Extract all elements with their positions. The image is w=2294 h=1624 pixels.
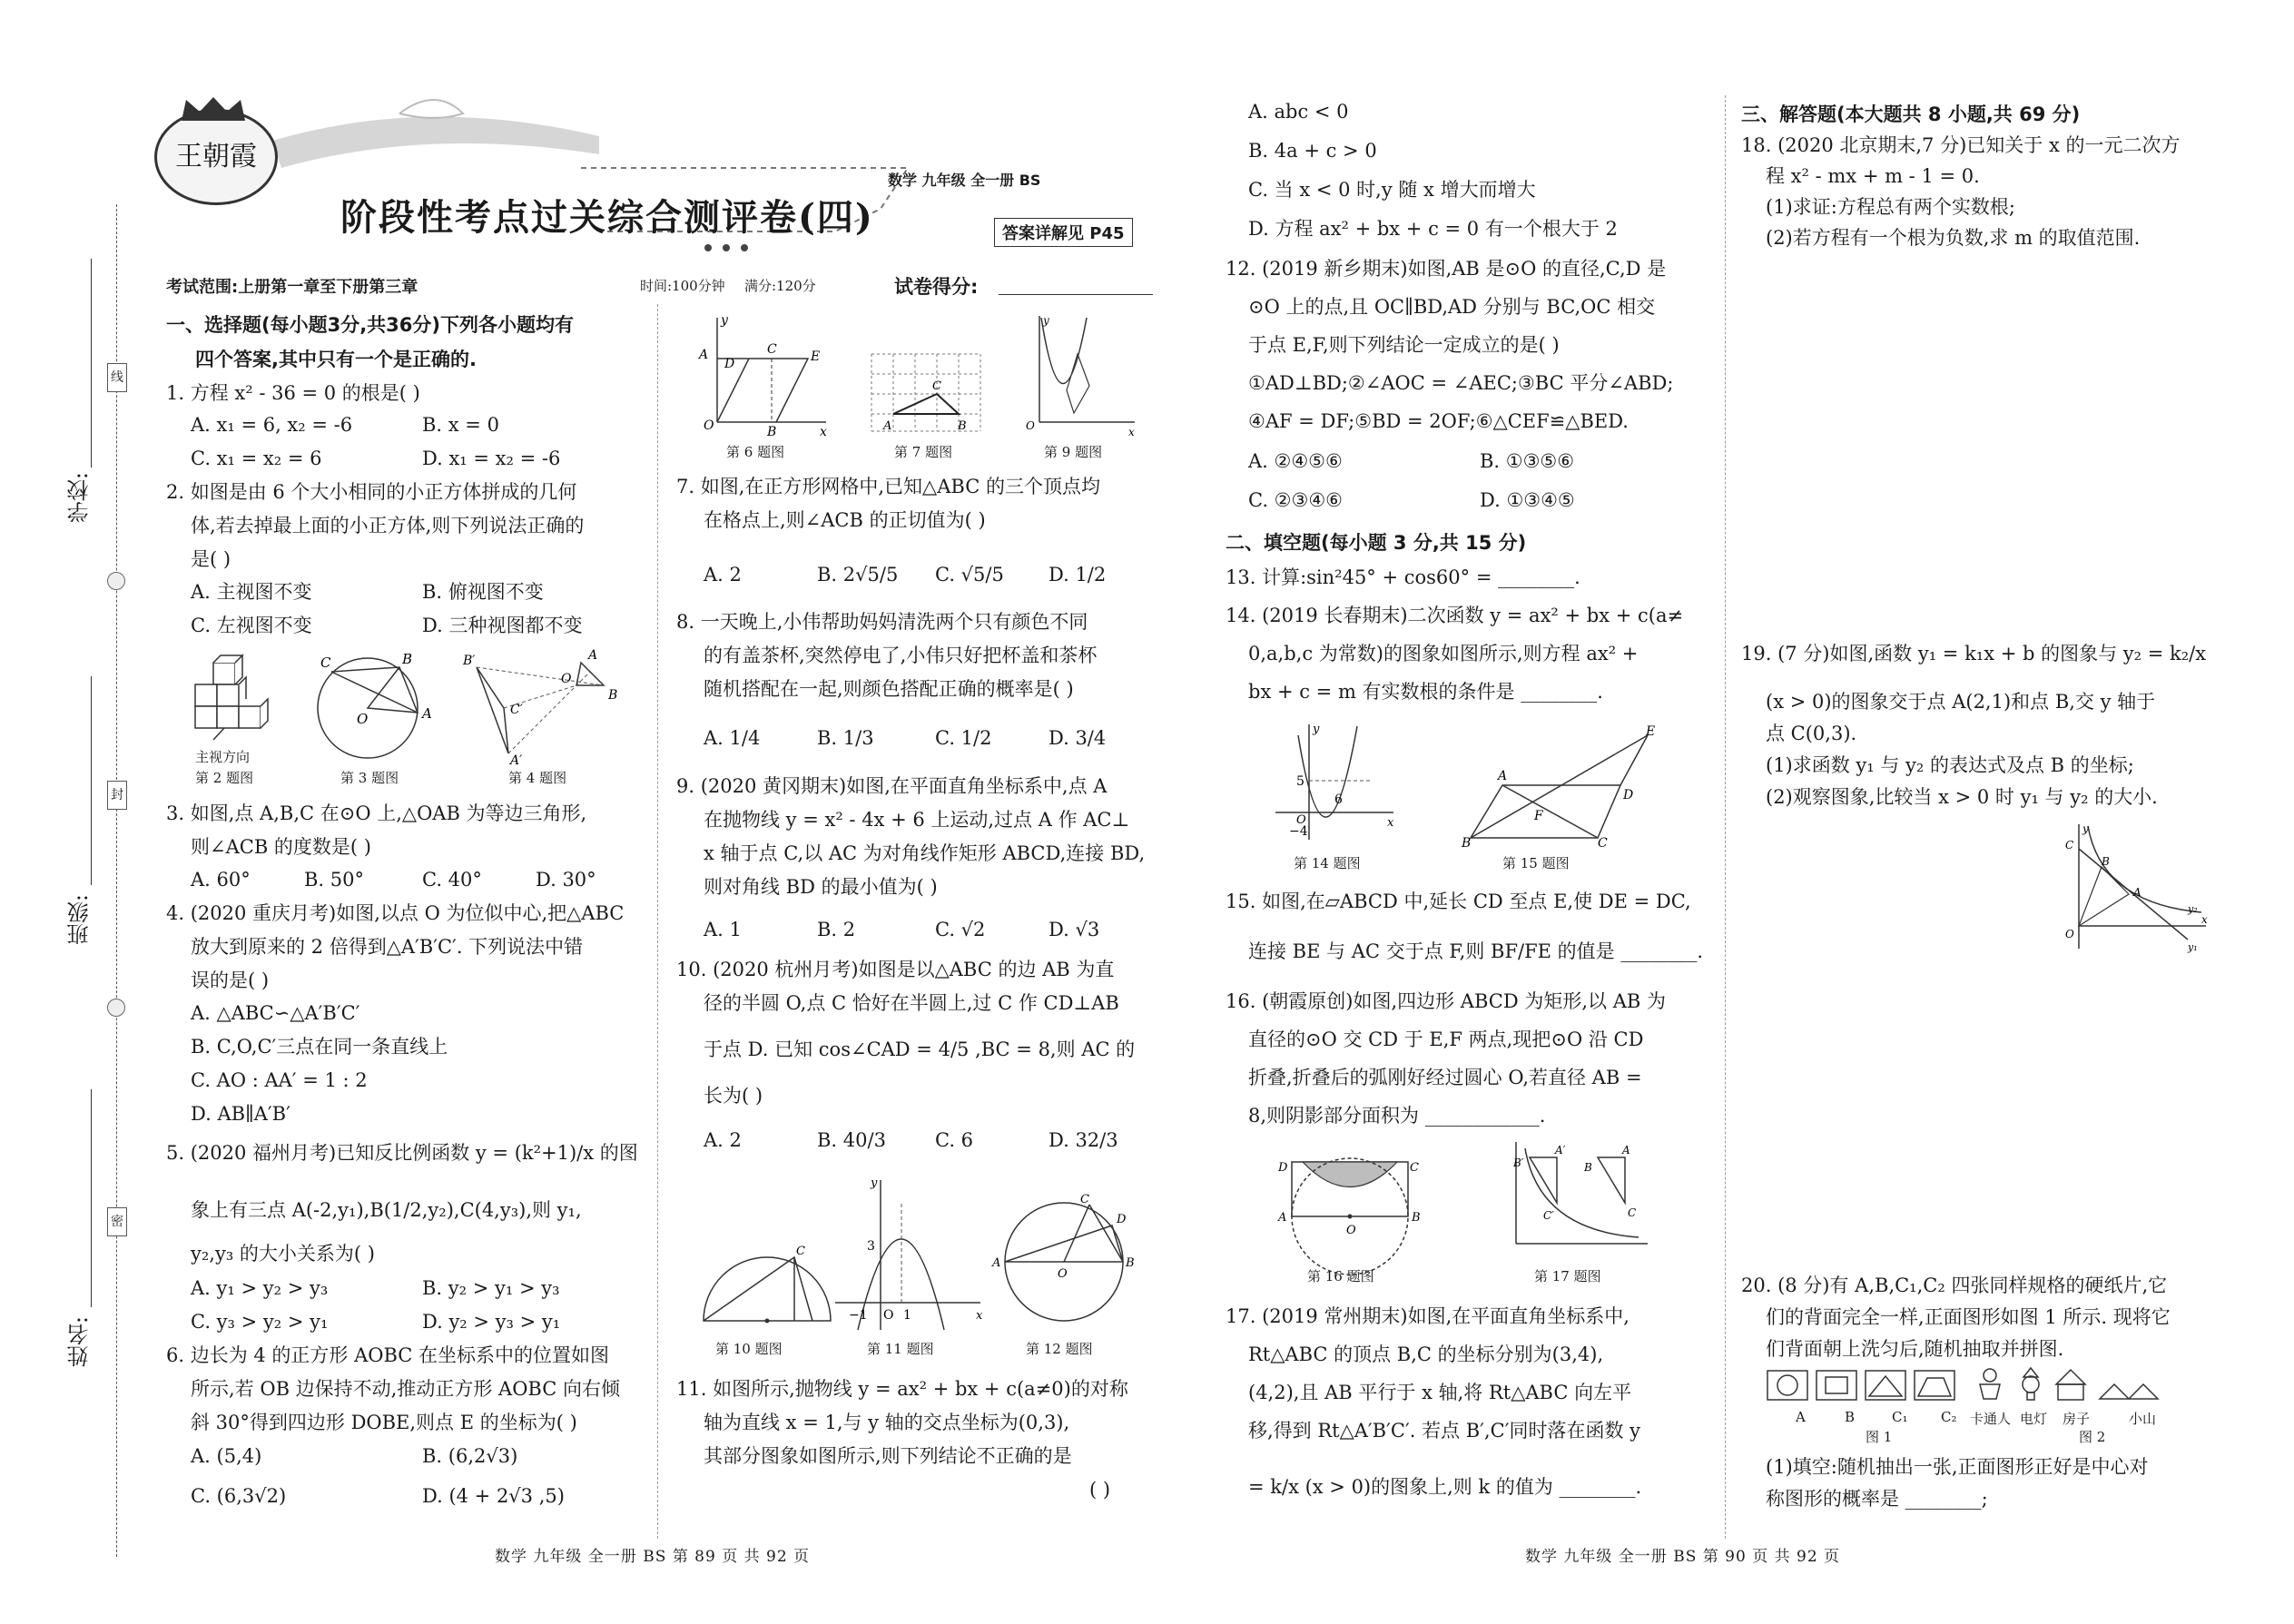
q7-option-a[interactable]: A. 2: [704, 564, 742, 586]
svg-text:x: x: [820, 425, 827, 439]
svg-text:B: B: [1126, 1256, 1135, 1270]
q16-line4: 8,则阴影部分面积为 ____________.: [1248, 1105, 1546, 1127]
q4-line3: 误的是( ): [191, 969, 270, 991]
subject-tag: 数学 九年级 全一册 BS: [888, 172, 1041, 189]
fig-q9-caption: 第 9 题图: [1044, 444, 1103, 460]
q4-option-d[interactable]: D. AB∥A′B′: [191, 1103, 290, 1125]
school-label: 学校:: [67, 472, 93, 524]
q4-line2: 放大到原来的 2 倍得到△A′B′C′. 下列说法中错: [191, 936, 584, 958]
svg-text:A: A: [588, 648, 598, 663]
q6-option-a[interactable]: A. (5,4): [191, 1445, 262, 1467]
fig-q20-cards: [1766, 1366, 2192, 1407]
fig-q15-parallelogram: [1462, 724, 1657, 851]
crown-icon: [177, 95, 250, 123]
fig-q4-caption: 第 4 题图: [508, 770, 567, 786]
svg-text:B′: B′: [463, 654, 476, 668]
q20-line5: 称图形的概率是 ________;: [1766, 1488, 1988, 1510]
q20-fig2-caption: 图 2: [2079, 1429, 2106, 1445]
q8-option-c[interactable]: C. 1/2: [935, 727, 992, 749]
svg-text:−1: −1: [849, 1308, 868, 1323]
svg-text:D: D: [1623, 788, 1634, 802]
svg-text:y₁: y₁: [2188, 941, 2198, 953]
fig-q17-caption: 第 17 题图: [1534, 1268, 1601, 1284]
q15-line2: 连接 BE 与 AC 交于点 F,则 BF/FE 的值是 ________.: [1248, 940, 1704, 962]
q5-option-c[interactable]: C. y₃ > y₂ > y₁: [191, 1311, 329, 1333]
name-line: [91, 1089, 92, 1307]
svg-text:C: C: [767, 342, 777, 357]
q10-option-c[interactable]: C. 6: [935, 1129, 974, 1151]
svg-text:D: D: [1117, 1213, 1127, 1226]
fig-q2-cubes: [186, 654, 277, 744]
binding-mark-1: 线: [107, 363, 127, 392]
q5-line2: 象上有三点 A(-2,y₁),B(1/2,y₂),C(4,y₃),则 y₁,: [191, 1199, 582, 1221]
q4-option-b[interactable]: B. C,O,C′三点在同一条直线上: [191, 1036, 448, 1058]
q20-pic-label-4: 小山: [2129, 1411, 2157, 1427]
q4-option-a[interactable]: A. △ABC∽△A′B′C′: [191, 1002, 360, 1024]
q12-option-b[interactable]: B. ①③⑤⑥: [1480, 450, 1575, 472]
q11-line4: ( ): [1089, 1479, 1111, 1501]
binding-hole-2: [107, 999, 125, 1017]
q19-line3: 点 C(0,3).: [1766, 723, 1857, 744]
q2-line1: 2. 如图是由 6 个大小相同的小正方体拼成的几何: [166, 481, 577, 503]
q10-option-a[interactable]: A. 2: [704, 1129, 742, 1151]
svg-text:O: O: [1026, 419, 1035, 432]
fig-q15-caption: 第 15 题图: [1502, 855, 1570, 871]
q6-line2: 所示,若 OB 边保持不动,推动正方形 AOBC 向右倾: [191, 1378, 620, 1400]
fig-q10-semicircle: [694, 1244, 840, 1330]
q5-option-d[interactable]: D. y₂ > y₃ > y₁: [422, 1311, 561, 1333]
column-divider-right: [1725, 95, 1726, 1539]
q17-line3: (4,2),且 AB 平行于 x 轴,将 Rt△ABC 向左平: [1248, 1382, 1632, 1403]
svg-text:A′: A′: [1555, 1144, 1566, 1156]
svg-text:C: C: [1598, 836, 1608, 851]
fig-q14-parabola: [1271, 722, 1398, 844]
fig-q2-view-label: 主视方向: [195, 749, 251, 765]
q3-option-b[interactable]: B. 50°: [304, 869, 365, 891]
binding-hole-1: [107, 572, 125, 590]
svg-text:C: C: [796, 1245, 805, 1258]
svg-text:C′: C′: [510, 703, 523, 717]
svg-text:x: x: [1128, 426, 1135, 438]
cut-line: [116, 204, 117, 1557]
q19-line1: 19. (7 分)如图,函数 y₁ = k₁x + b 的图象与 y₂ = k₂/x: [1741, 643, 2207, 664]
svg-text:C: C: [1410, 1161, 1419, 1175]
q8-option-a[interactable]: A. 1/4: [704, 727, 761, 749]
q2-option-d[interactable]: D. 三种视图都不变: [422, 615, 583, 636]
q3-option-d[interactable]: D. 30°: [536, 869, 596, 891]
q10-line2: 径的半圆 O,点 C 恰好在半圆上,过 C 作 CD⊥AB: [704, 992, 1119, 1014]
q11-line2: 轴为直线 x = 1,与 y 轴的交点坐标为(0,3),: [704, 1412, 1070, 1433]
fig-q12-circle: [989, 1194, 1139, 1330]
q17-line4: 移,得到 Rt△A′B′C′. 若点 B′,C′同时落在函数 y: [1248, 1420, 1640, 1442]
q11-option-d[interactable]: D. 方程 ax² + bx + c = 0 有一个根大于 2: [1248, 218, 1618, 240]
svg-text:x: x: [2201, 913, 2208, 926]
svg-text:x: x: [976, 1309, 983, 1323]
svg-text:A′: A′: [510, 753, 523, 768]
svg-text:B: B: [767, 425, 777, 439]
q12-line4: ①AD⊥BD;②∠AOC = ∠AEC;③BC 平分∠ABD;: [1248, 372, 1674, 394]
class-label: 班级:: [67, 894, 93, 946]
svg-text:O: O: [1296, 813, 1306, 827]
q1-option-b[interactable]: B. x = 0: [422, 414, 499, 436]
q20-line2: 们的背面完全一样,正面图形如图 1 所示. 现将它: [1766, 1306, 2171, 1328]
q2-option-a[interactable]: A. 主视图不变: [191, 581, 312, 603]
svg-text:O: O: [1058, 1267, 1068, 1281]
svg-text:O: O: [1346, 1224, 1356, 1237]
q16-line2: 直径的⊙O 交 CD 于 E,F 两点,现把⊙O 沿 CD: [1248, 1029, 1644, 1050]
q20-pic-label-2: 电灯: [2020, 1411, 2048, 1427]
svg-text:−4: −4: [1289, 824, 1308, 839]
fig-q16-caption: 第 16 题图: [1307, 1268, 1374, 1284]
svg-text:5: 5: [1296, 774, 1305, 789]
q18-line2: 程 x² - mx + m - 1 = 0.: [1766, 165, 1980, 187]
school-line: [91, 259, 92, 468]
svg-text:D: D: [1278, 1161, 1288, 1175]
svg-text:A: A: [1498, 769, 1508, 783]
q12-option-c[interactable]: C. ②③④⑥: [1248, 489, 1343, 511]
svg-text:y: y: [721, 313, 728, 328]
fig-q6-caption: 第 6 题图: [726, 444, 785, 460]
q20-card-label-a: A: [1796, 1409, 1806, 1425]
svg-text:F: F: [1534, 809, 1543, 823]
svg-text:O: O: [883, 1308, 894, 1323]
section2-title: 二、填空题(每小题 3 分,共 15 分): [1226, 532, 1527, 554]
q10-option-b[interactable]: B. 40/3: [817, 1129, 886, 1151]
svg-text:A: A: [1622, 1144, 1630, 1156]
svg-text:B: B: [958, 419, 967, 433]
q1-option-d[interactable]: D. x₁ = x₂ = -6: [422, 448, 561, 469]
q20-fig1-caption: 图 1: [1866, 1429, 1893, 1445]
fig-q11-caption: 第 11 题图: [867, 1341, 934, 1357]
q20-card-label-c1: C₁: [1892, 1409, 1908, 1425]
q11-line3: 其部分图象如图所示,则下列结论不正确的是: [704, 1445, 1072, 1467]
q11-option-a[interactable]: A. abc < 0: [1248, 101, 1349, 123]
q20-pic-label-1: 卡通人: [1970, 1411, 2012, 1427]
q13-line1: 13. 计算:sin²45° + cos60° = ________.: [1226, 566, 1580, 588]
fig-q9-parabola: [1021, 313, 1139, 436]
q14-line2: 0,a,b,c 为常数)的图象如图所示,则方程 ax² +: [1248, 643, 1639, 664]
q7-line1: 7. 如图,在正方形网格中,已知△ABC 的三个顶点均: [676, 476, 1100, 497]
binding-strip: [0, 0, 127, 1624]
q18-line3: (1)求证:方程总有两个实数根;: [1766, 196, 2015, 218]
exam-time: 时间:100分钟: [640, 278, 725, 294]
q9-line3: x 轴于点 C,以 AC 为对角线作矩形 ABCD,连接 BD,: [704, 842, 1146, 864]
q2-line2: 体,若去掉最上面的小正方体,则下列说法正确的: [191, 515, 585, 536]
svg-text:B: B: [608, 688, 618, 703]
svg-text:B: B: [1462, 836, 1472, 851]
q14-line3: bx + c = m 有实数根的条件是 ________.: [1248, 681, 1603, 703]
svg-text:x: x: [1387, 816, 1394, 830]
svg-text:D: D: [724, 357, 735, 371]
q5-option-a[interactable]: A. y₁ > y₂ > y₃: [191, 1277, 329, 1299]
fig-q14-caption: 第 14 题图: [1294, 855, 1361, 871]
q6-option-d[interactable]: D. (4 + 2√3 ,5): [422, 1485, 565, 1507]
q5-option-b[interactable]: B. y₂ > y₁ > y₃: [422, 1277, 560, 1299]
answer-ref: 答案详解见 P45: [994, 218, 1133, 247]
svg-text:A: A: [699, 348, 709, 362]
brand-logo: 王朝霞: [154, 109, 278, 205]
q7-line2: 在格点上,则∠ACB 的正切值为( ): [704, 509, 986, 531]
svg-text:A: A: [1278, 1211, 1287, 1225]
svg-text:A: A: [992, 1256, 1001, 1270]
svg-text:C: C: [320, 655, 331, 671]
exam-scope: 考试范围:上册第一章至下册第三章: [166, 278, 418, 297]
q3-option-a[interactable]: A. 60°: [191, 869, 251, 891]
q19-line4: (1)求函数 y₁ 与 y₂ 的表达式及点 B 的坐标;: [1766, 754, 2134, 776]
q9-line4: 则对角线 BD 的最小值为( ): [704, 876, 938, 898]
q6-line1: 6. 边长为 4 的正方形 AOBC 在坐标系中的位置如图: [166, 1344, 610, 1366]
svg-text:C: C: [1628, 1206, 1637, 1219]
q20-card-label-b: B: [1845, 1409, 1856, 1425]
q20-line1: 20. (8 分)有 A,B,C₁,C₂ 四张同样规格的硬纸片,它: [1741, 1275, 2168, 1296]
q8-line2: 的有盖茶杯,突然停电了,小伟只好把杯盖和茶杯: [704, 645, 1098, 666]
q12-option-a[interactable]: A. ②④⑤⑥: [1248, 450, 1343, 472]
q20-card-label-c2: C₂: [1941, 1409, 1957, 1425]
q20-line4: (1)填空:随机抽出一张,正面图形正好是中心对: [1766, 1456, 2149, 1478]
q17-line2: Rt△ABC 的顶点 B,C 的坐标分别为(3,4),: [1248, 1343, 1604, 1365]
q7-option-d[interactable]: D. 1/2: [1049, 564, 1107, 586]
svg-text:B′: B′: [1513, 1156, 1524, 1169]
svg-text:O: O: [2065, 928, 2074, 940]
svg-text:O: O: [357, 711, 369, 727]
score-label: 试卷得分:: [894, 276, 979, 298]
q10-line3: 于点 D. 已知 cos∠CAD = 4/5 ,BC = 8,则 AC 的: [704, 1038, 1136, 1060]
svg-text:B: B: [2102, 855, 2110, 868]
binding-mark-2: 封: [107, 781, 127, 810]
q15-line1: 15. 如图,在▱ABCD 中,延长 CD 至点 E,使 DE = DC,: [1226, 891, 1691, 912]
q2-option-c[interactable]: C. 左视图不变: [191, 615, 312, 636]
svg-text:A: A: [422, 705, 432, 722]
svg-text:E: E: [1646, 724, 1656, 739]
exam-title: 阶段性考点过关综合测评卷(四): [340, 196, 874, 239]
binding-mark-3: 密: [107, 1207, 127, 1236]
q9-option-d[interactable]: D. √3: [1049, 919, 1100, 940]
q11-line1: 11. 如图所示,抛物线 y = ax² + bx + c(a≠0)的对称: [676, 1378, 1128, 1400]
q10-line1: 10. (2020 杭州月考)如图是以△ABC 的边 AB 为直: [676, 959, 1115, 980]
q11-option-c[interactable]: C. 当 x < 0 时,y 随 x 增大而增大: [1248, 179, 1536, 201]
q9-line2: 在抛物线 y = x² - 4x + 6 上运动,过点 A 作 AC⊥: [704, 809, 1130, 831]
svg-text:y₂: y₂: [2188, 903, 2198, 915]
q12-line2: ⊙O 上的点,且 OC∥BD,AD 分别与 BC,OC 相交: [1248, 296, 1656, 318]
svg-text:A: A: [2133, 886, 2141, 899]
class-line: [91, 676, 92, 885]
svg-text:O: O: [561, 672, 572, 686]
q4-line1: 4. (2020 重庆月考)如图,以点 O 为位似中心,把△ABC: [166, 902, 625, 924]
svg-text:y: y: [871, 1176, 878, 1190]
fig-q11-parabola: [831, 1176, 985, 1334]
q5-line3: y₂,y₃ 的大小关系为( ): [191, 1243, 375, 1265]
q18-line4: (2)若方程有一个根为负数,求 m 的取值范围.: [1766, 227, 2141, 249]
svg-text:y: y: [1043, 314, 1049, 327]
svg-text:C: C: [1080, 1193, 1089, 1206]
q3-option-c[interactable]: C. 40°: [422, 869, 482, 891]
fig-q16-rectangle: [1275, 1148, 1425, 1257]
q9-line1: 9. (2020 黄冈期末)如图,在平面直角坐标系中,点 A: [676, 775, 1108, 797]
score-blank[interactable]: [999, 294, 1153, 295]
q18-line1: 18. (2020 北京期末,7 分)已知关于 x 的一元二次方: [1741, 134, 2181, 156]
svg-text:1: 1: [903, 1308, 911, 1323]
fig-q7-grid: [867, 349, 985, 436]
q9-option-c[interactable]: C. √2: [935, 919, 986, 940]
section3-title: 三、解答题(本大题共 8 小题,共 69 分): [1741, 103, 2081, 125]
q11-option-b[interactable]: B. 4a + c > 0: [1248, 140, 1377, 162]
fig-q6-square: [690, 313, 835, 439]
svg-text:C′: C′: [1543, 1209, 1554, 1222]
section1-title-2: 四个答案,其中只有一个是正确的.: [195, 349, 477, 370]
q1-option-a[interactable]: A. x₁ = 6, x₂ = -6: [191, 414, 353, 436]
q12-line1: 12. (2019 新乡期末)如图,AB 是⊙O 的直径,C,D 是: [1226, 258, 1667, 280]
svg-text:y: y: [2082, 822, 2089, 835]
fig-q3-caption: 第 3 题图: [340, 770, 399, 786]
svg-text:O: O: [704, 418, 714, 433]
svg-text:y: y: [1313, 723, 1320, 736]
q8-line3: 随机搭配在一起,则颜色搭配正确的概率是( ): [704, 678, 1074, 700]
exam-full-score: 满分:120分: [744, 278, 816, 294]
fig-q19-graph: [2061, 822, 2210, 953]
q12-line5: ④AF = DF;⑤BD = 2OF;⑥△CEF≌△BED.: [1248, 410, 1629, 432]
svg-text:B: B: [1584, 1161, 1592, 1174]
q17-line1: 17. (2019 常州期末)如图,在平面直角坐标系中,: [1226, 1305, 1629, 1327]
q7-option-c[interactable]: C. √5/5: [935, 564, 1004, 586]
q16-line1: 16. (朝霞原创)如图,四边形 ABCD 为矩形,以 AB 为: [1226, 990, 1666, 1012]
fig-q7-caption: 第 7 题图: [894, 444, 953, 460]
q8-option-d[interactable]: D. 3/4: [1049, 727, 1107, 749]
svg-text:6: 6: [1334, 792, 1343, 807]
footer-left: 数学 九年级 全一册 BS 第 89 页 共 92 页: [495, 1548, 811, 1566]
q20-line3: 们背面朝上洗匀后,随机抽取并拼图.: [1766, 1338, 2064, 1360]
q10-option-d[interactable]: D. 32/3: [1049, 1129, 1118, 1151]
q10-line4: 长为( ): [704, 1085, 763, 1107]
q14-line1: 14. (2019 长春期末)二次函数 y = ax² + bx + c(a≠: [1226, 605, 1684, 626]
q12-option-d[interactable]: D. ①③④⑤: [1480, 489, 1575, 511]
fig-q17-hyperbola: [1502, 1139, 1652, 1257]
fig-q2-caption: 第 2 题图: [195, 770, 254, 786]
name-label: 姓名:: [67, 1316, 93, 1368]
fig-q12-caption: 第 12 题图: [1026, 1341, 1093, 1357]
q2-line3: 是( ): [191, 548, 231, 570]
column-divider-left: [657, 304, 658, 1539]
svg-text:A: A: [883, 419, 892, 433]
svg-text:C: C: [932, 379, 941, 393]
q6-option-b[interactable]: B. (6,2√3): [422, 1445, 518, 1467]
q19-line5: (2)观察图象,比较当 x > 0 时 y₁ 与 y₂ 的大小.: [1766, 786, 2158, 808]
q6-option-c[interactable]: C. (6,3√2): [191, 1485, 287, 1507]
q1-stem: 1. 方程 x² - 36 = 0 的根是( ): [166, 382, 420, 404]
q8-option-b[interactable]: B. 1/3: [817, 727, 874, 749]
q17-line5: = k/x (x > 0)的图象上,则 k 的值为 ________.: [1248, 1476, 1642, 1498]
section1-title: 一、选择题(每小题3分,共36分)下列各小题均有: [166, 314, 575, 336]
q9-option-b[interactable]: B. 2: [817, 919, 856, 940]
q19-line2: (x > 0)的图象交于点 A(2,1)和点 B,交 y 轴于: [1766, 691, 2156, 713]
q6-line3: 斜 30°得到四边形 DOBE,则点 E 的坐标为( ): [191, 1412, 577, 1433]
svg-text:B: B: [402, 651, 413, 667]
q3-line2: 则∠ACB 的度数是( ): [191, 836, 371, 858]
q20-pic-label-3: 房子: [2063, 1411, 2091, 1427]
svg-text:3: 3: [867, 1239, 875, 1254]
q8-line1: 8. 一天晚上,小伟帮助妈妈清洗两个只有颜色不同: [676, 611, 1088, 633]
footer-right: 数学 九年级 全一册 BS 第 90 页 共 92 页: [1525, 1548, 1841, 1566]
q2-option-b[interactable]: B. 俯视图不变: [422, 581, 544, 603]
svg-text:E: E: [811, 349, 821, 364]
q12-line3: 于点 E,F,则下列结论一定成立的是( ): [1248, 334, 1560, 356]
svg-text:C: C: [2065, 839, 2074, 851]
q3-line1: 3. 如图,点 A,B,C 在⊙O 上,△OAB 为等边三角形,: [166, 802, 587, 824]
fig-q3-circle: [304, 649, 431, 767]
q1-option-c[interactable]: C. x₁ = x₂ = 6: [191, 448, 322, 469]
fig-q4-homothety: [454, 645, 626, 767]
q4-option-c[interactable]: C. AO : AA′ = 1 : 2: [191, 1069, 368, 1091]
q16-line3: 折叠,折叠后的弧刚好经过圆心 O,若直径 AB =: [1248, 1067, 1642, 1088]
svg-text:B: B: [1412, 1211, 1421, 1225]
q7-option-b[interactable]: B. 2√5/5: [817, 564, 899, 586]
q5-line1: 5. (2020 福州月考)已知反比例函数 y = (k²+1)/x 的图: [166, 1142, 638, 1164]
fig-q10-caption: 第 10 题图: [715, 1341, 783, 1357]
q9-option-a[interactable]: A. 1: [704, 919, 742, 940]
